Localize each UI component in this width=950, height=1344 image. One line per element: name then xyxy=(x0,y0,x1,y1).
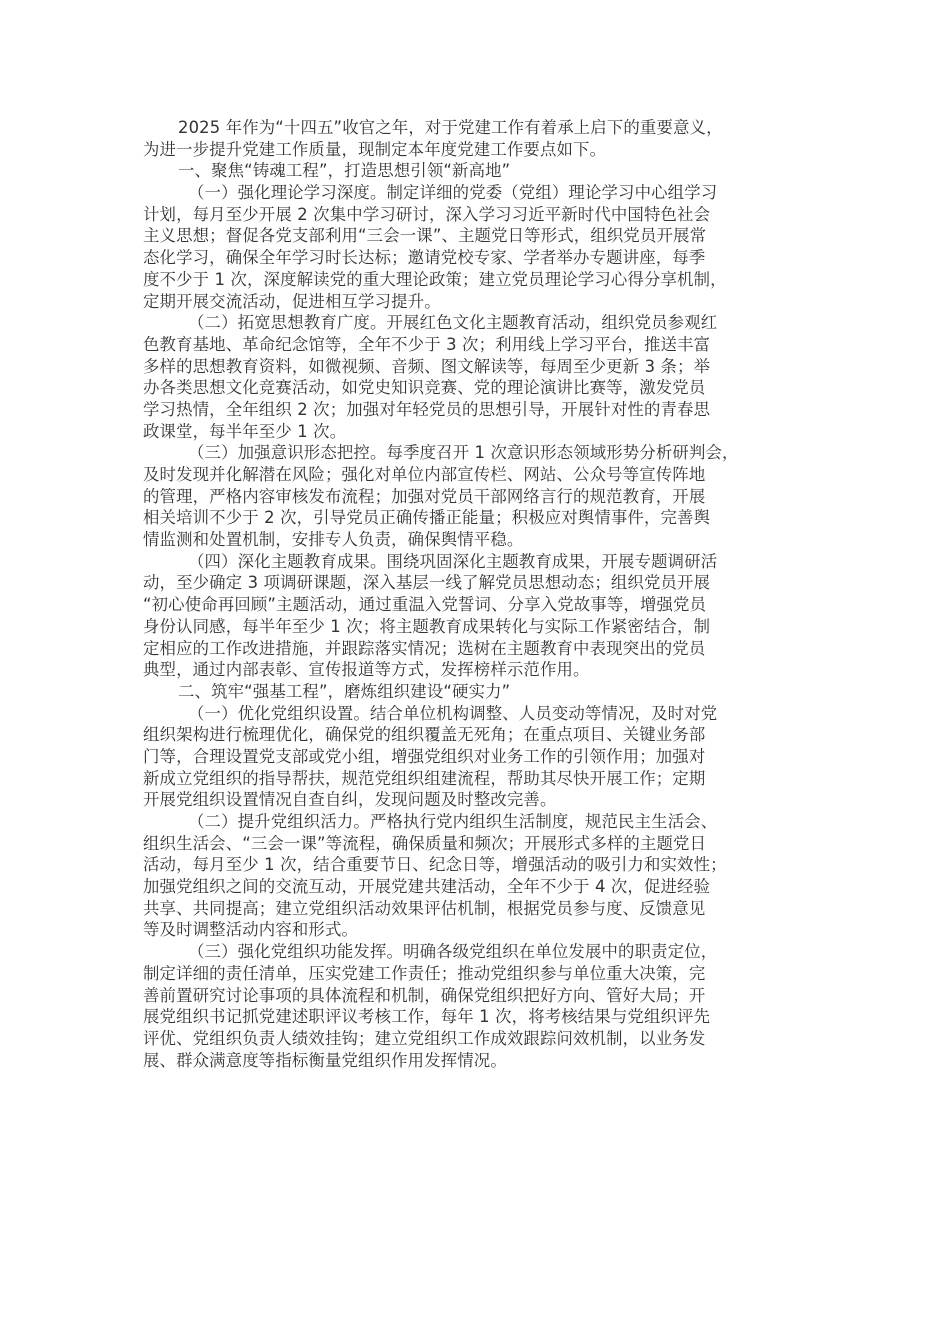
paragraph-line: 政课堂，每半年至少 1 次。 xyxy=(143,421,347,441)
paragraph-line: （二）提升党组织活力。严格执行党内组织生活制度，规范民主生活会、 xyxy=(188,812,718,831)
paragraph-line: 定相应的工作改进措施，并跟踪落实情况；选树在主题教育中表现突出的党员 xyxy=(143,638,706,658)
paragraph-line: 度不少于 1 次，深度解读党的重大理论政策；建立党员理论学习心得分享机制， xyxy=(143,269,727,289)
paragraph-line: （一）优化党组织设置。结合单位机构调整、人员变动等情况，及时对党 xyxy=(188,703,718,723)
document-page xyxy=(143,117,823,1071)
paragraph-line: （二）拓宽思想教育广度。开展红色文化主题教育活动，组织党员参观红 xyxy=(188,313,718,333)
paragraph-line: （一）强化理论学习深度。制定详细的党委（党组）理论学习中心组学习 xyxy=(188,183,718,203)
paragraph-line: 学习热情，全年组织 2 次；加强对年轻党员的思想引导，开展针对性的青春思 xyxy=(143,399,711,419)
paragraph-line: 开展党组织设置情况自查自纠，发现问题及时整改完善。 xyxy=(143,790,557,810)
paragraph-line: 计划，每月至少开展 2 次集中学习研讨，深入学习习近平新时代中国特色社会 xyxy=(143,204,711,224)
paragraph-line: “初心使命再回顾”主题活动，通过重温入党誓词、分享入党故事等，增强党员 xyxy=(143,595,707,615)
paragraph-line: 相关培训不少于 2 次，引导党员正确传播正能量；积极应对舆情事件，完善舆 xyxy=(143,508,711,528)
paragraph-line: 活动，每月至少 1 次，结合重要节日、纪念日等，增强活动的吸引力和实效性； xyxy=(143,855,727,875)
paragraph-line: 主义思想；督促各党支部利用“三会一课”、主题党日等形式，组织党员开展常 xyxy=(143,226,707,246)
paragraph-line: 制定详细的责任清单，压实党建工作责任；推动党组织参与单位重大决策，完 xyxy=(143,963,706,983)
paragraph-line: （四）深化主题教育成果。围绕巩固深化主题教育成果，开展专题调研活 xyxy=(188,551,718,571)
paragraph-line: 等及时调整活动内容和形式。 xyxy=(143,920,359,940)
paragraph-line: 办各类思想文化竞赛活动，如党史知识竞赛、党的理论演讲比赛等，激发党员 xyxy=(143,378,706,398)
paragraph-line: 动，至少确定 3 项调研课题，深入基层一线了解党员思想动态；组织党员开展 xyxy=(143,573,711,593)
paragraph-line: 加强党组织之间的交流互动，开展党建共建活动，全年不少于 4 次，促进经验 xyxy=(143,877,711,897)
paragraph-line: 态化学习，确保全年学习时长达标；邀请党校专家、学者举办专题讲座，每季 xyxy=(143,248,706,268)
paragraph-line: 身份认同感，每半年至少 1 次；将主题教育成果转化与实际工作紧密结合，制 xyxy=(143,616,711,636)
paragraph-line: 组织生活会、“三会一课”等流程，确保质量和频次；开展形式多样的主题党日 xyxy=(143,833,707,853)
paragraph-line: 多样的思想教育资料，如微视频、音频、图文解读等，每周至少更新 3 条；举 xyxy=(143,356,711,376)
paragraph-line: 展、群众满意度等指标衡量党组织作用发挥情况。 xyxy=(143,1050,507,1070)
intro-line: 2025 年作为“十四五”收官之年，对于党建工作有着承上启下的重要意义， xyxy=(178,118,723,137)
paragraph-line: 善前置研究讨论事项的具体流程和机制，确保党组织把好方向、管好大局；开 xyxy=(143,985,706,1005)
paragraph-line: 情监测和处置机制，安排专人负责，确保舆情平稳。 xyxy=(143,530,524,550)
paragraph-line: （三）加强意识形态把控。每季度召开 1 次意识形态领域形势分析研判会， xyxy=(188,443,739,463)
paragraph-line: 典型，通过内部表彰、宣传报道等方式，发挥榜样示范作用。 xyxy=(143,660,590,680)
paragraph-line: 组织架构进行梳理优化，确保党的组织覆盖无死角；在重点项目、关键业务部 xyxy=(143,725,706,745)
intro-line: 为进一步提升党建工作质量，现制定本年度党建工作要点如下。 xyxy=(143,139,607,159)
paragraph-line: 评优、党组织负责人绩效挂钩；建立党组织工作成效跟踪问效机制，以业务发 xyxy=(143,1028,706,1048)
paragraph-line: 门等，合理设置党支部或党小组，增强党组织对业务工作的引领作用；加强对 xyxy=(143,746,706,766)
section-heading-2: 二、筑牢“强基工程”，磨炼组织建设“硬实力” xyxy=(178,681,511,701)
paragraph-line: （三）强化党组织功能发挥。明确各级党组织在单位发展中的职责定位， xyxy=(188,942,718,962)
section-heading-1: 一、聚焦“铸魂工程”，打造思想引领“新高地” xyxy=(178,161,511,181)
paragraph-line: 色教育基地、革命纪念馆等，全年不少于 3 次；利用线上学习平台，推送丰富 xyxy=(143,334,711,354)
paragraph-line: 展党组织书记抓党建述职评议考核工作，每年 1 次，将考核结果与党组织评先 xyxy=(143,1007,711,1027)
paragraph-line: 定期开展交流活动，促进相互学习提升。 xyxy=(143,291,441,311)
paragraph-line: 共享、共同提高；建立党组织活动效果评估机制，根据党员参与度、反馈意见 xyxy=(143,898,706,918)
paragraph-line: 新成立党组织的指导帮扶，规范党组织组建流程，帮助其尽快开展工作；定期 xyxy=(143,768,706,788)
paragraph-line: 及时发现并化解潜在风险；强化对单位内部宣传栏、网站、公众号等宣传阵地 xyxy=(143,465,706,484)
paragraph-line: 的管理，严格内容审核发布流程；加强对党员干部网络言行的规范教育，开展 xyxy=(143,486,706,506)
